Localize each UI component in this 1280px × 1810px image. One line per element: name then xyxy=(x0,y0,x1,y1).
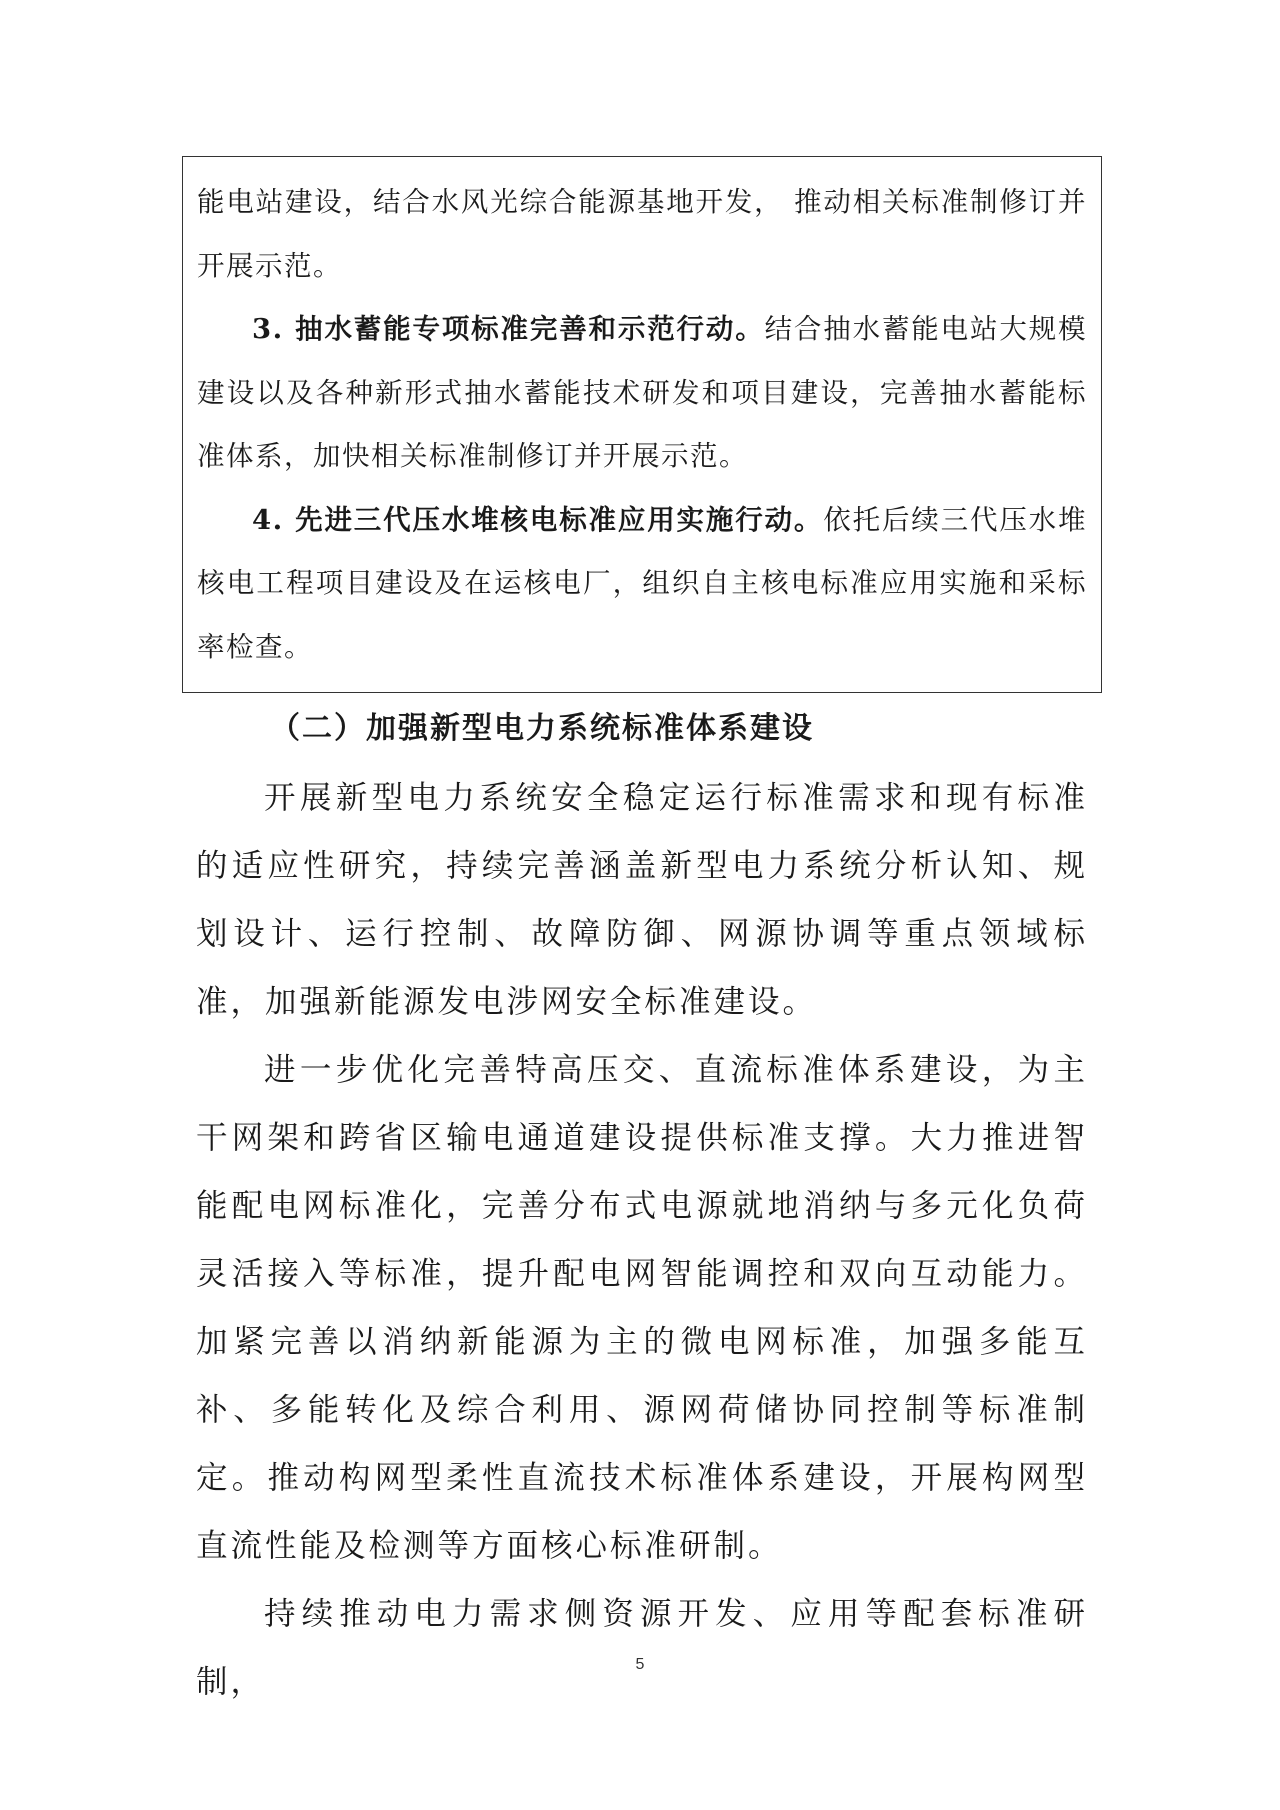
box-paragraph-continuation: 能电站建设，结合水风光综合能源基地开发， 推动相关标准制修订并开展示范。 xyxy=(197,186,1087,282)
body-paragraph: 进一步优化完善特高压交、直流标准体系建设，为主干网架和跨省区输电通道建设提供标准支撑。大力推进智能配电网标准化，完善分布式电源就地消纳与多元化负荷灵活接入等标准，提升配电网智能调控和双向互动能力。加紧完善以消纳新能源为主的微电网标准，加强多能互补、多能转化及综合利用、源网荷储协同控制等标准制定。推动构网型柔性直流技术标准体系建设，开展构网型直流性能及检测等方面核心标准研制。 xyxy=(196,1052,1088,1564)
box-item-text-pumped-storage: 结合抽水蓄能电站大规模建设以及各种新形式抽水蓄能技术研发和项目建设，完善抽水蓄能标准体系，加快相关标准制修订并开展示范。 xyxy=(197,313,1088,472)
body-text xyxy=(196,764,1088,1716)
box-paragraph-nuclear xyxy=(197,489,1087,680)
body-paragraph: 开展新型电力系统安全稳定运行标准需求和现有标准的适应性研究，持续完善涵盖新型电力系统分析认知、规划设计、运行控制、故障防御、网源协调等重点领域标准，加强新能源发电涉网安全标准建设。 xyxy=(196,780,1088,1020)
section-heading: （二）加强新型电力系统标准体系建设 xyxy=(270,711,814,746)
box-item-text-nuclear: 依托后续三代压水堆核电工程项目建设及在运核电厂，组织自主核电标准应用实施和采标率检查。 xyxy=(197,503,1088,663)
box-paragraph-pumped-storage xyxy=(197,298,1087,489)
action-box xyxy=(182,156,1102,693)
box-item-title-pumped-storage: 3. 抽水蓄能专项标准完善和示范行动。 xyxy=(252,313,765,345)
page-number: 5 xyxy=(635,1656,645,1673)
body-paragraph: 持续推动电力需求侧资源开发、应用等配套标准研制， xyxy=(196,1596,1088,1700)
box-item-title-nuclear: 4. 先进三代压水堆核电标准应用实施行动。 xyxy=(252,503,824,536)
